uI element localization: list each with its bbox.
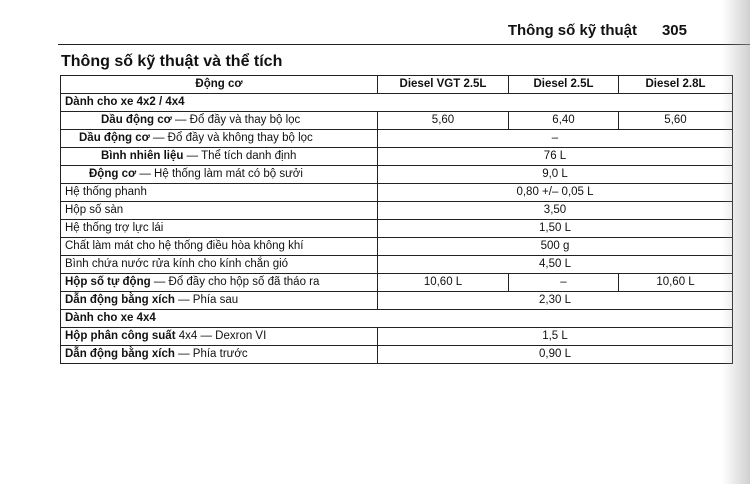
merged-value-cell: 2,30 L — [378, 292, 733, 310]
merged-value-cell: 500 g — [378, 238, 733, 256]
table-section-row — [61, 310, 733, 328]
table-row — [61, 328, 733, 346]
table-row — [61, 274, 733, 292]
row-label — [61, 112, 378, 130]
table-row — [61, 238, 733, 256]
merged-value-cell: 76 L — [378, 148, 733, 166]
merged-value-cell: 1,5 L — [378, 328, 733, 346]
table-row — [61, 148, 733, 166]
row-label-rest: — Đổ đầy và không thay bộ lọc — [149, 132, 313, 144]
row-label-bold: Hộp số tự động — [65, 276, 151, 288]
table-row — [61, 292, 733, 310]
row-label-rest: — Phía trước — [174, 348, 248, 360]
column-header-diesel-2-8: Diesel 2.8L — [619, 76, 733, 94]
value-cell: 5,60 — [378, 112, 509, 130]
row-label — [61, 166, 378, 184]
row-label — [61, 346, 378, 364]
table-section-row — [61, 94, 733, 112]
row-label: Hệ thống phanh — [61, 184, 378, 202]
table-row — [61, 112, 733, 130]
page-header — [0, 20, 697, 46]
header-divider — [58, 44, 750, 45]
row-label — [61, 328, 378, 346]
page-edge-shadow — [722, 0, 750, 484]
value-cell: – — [509, 274, 619, 292]
row-label: Hệ thống trợ lực lái — [61, 220, 378, 238]
row-label-rest: — Đổ đầy cho hộp số đã tháo ra — [150, 276, 320, 288]
table-row — [61, 166, 733, 184]
merged-value-cell: 0,80 +/– 0,05 L — [378, 184, 733, 202]
value-cell: 6,40 — [509, 112, 619, 130]
row-label: Chất làm mát cho hệ thống điều hòa không khí — [61, 238, 378, 256]
table-row — [61, 346, 733, 364]
table-row — [61, 202, 733, 220]
merged-value-cell: 3,50 — [378, 202, 733, 220]
row-label-bold: Hộp phân công suất — [65, 330, 176, 342]
row-label — [61, 130, 378, 148]
merged-value-cell: 1,50 L — [378, 220, 733, 238]
specs-table — [60, 75, 733, 364]
value-cell: 10,60 L — [619, 274, 733, 292]
row-label-bold: Dẫn động bằng xích — [65, 348, 175, 360]
row-label-rest: — Đổ đầy và thay bộ lọc — [171, 114, 301, 126]
merged-value-cell: 4,50 L — [378, 256, 733, 274]
column-header-engine: Động cơ — [61, 76, 378, 94]
row-label-bold: Dẫn động bằng xích — [65, 294, 175, 306]
row-label — [61, 148, 378, 166]
row-label-rest: 4x4 — Dexron VI — [175, 330, 267, 342]
row-label: Bình chứa nước rửa kính cho kính chắn gió — [61, 256, 378, 274]
section-label: Dành cho xe 4x4 — [61, 310, 733, 328]
table-row — [61, 220, 733, 238]
table-row — [61, 256, 733, 274]
column-header-diesel-2-5: Diesel 2.5L — [509, 76, 619, 94]
column-header-diesel-vgt-2-5: Diesel VGT 2.5L — [378, 76, 509, 94]
row-label-rest: — Hệ thống làm mát có bộ sưởi — [136, 168, 303, 180]
row-label — [61, 274, 378, 292]
table-row — [61, 184, 733, 202]
section-label: Dành cho xe 4x2 / 4x4 — [61, 94, 733, 112]
value-cell: 5,60 — [619, 112, 733, 130]
header-title: Thông số kỹ thuật — [507, 22, 637, 39]
merged-value-cell: 9,0 L — [378, 166, 733, 184]
value-cell: 10,60 L — [378, 274, 509, 292]
row-label-bold: Dầu động cơ — [101, 114, 172, 126]
table-header-row — [61, 76, 733, 94]
table-row — [61, 130, 733, 148]
page-number: 305 — [661, 22, 687, 39]
row-label-rest: — Thể tích danh định — [183, 150, 297, 162]
row-label-bold: Động cơ — [89, 168, 137, 180]
row-label-bold: Bình nhiên liệu — [101, 150, 184, 162]
merged-value-cell: 0,90 L — [378, 346, 733, 364]
row-label: Hộp số sàn — [61, 202, 378, 220]
section-title: Thông số kỹ thuật và thể tích — [61, 53, 283, 70]
merged-value-cell: – — [378, 130, 733, 148]
row-label-bold: Dầu động cơ — [79, 132, 150, 144]
row-label — [61, 292, 378, 310]
row-label-rest: — Phía sau — [174, 294, 239, 306]
